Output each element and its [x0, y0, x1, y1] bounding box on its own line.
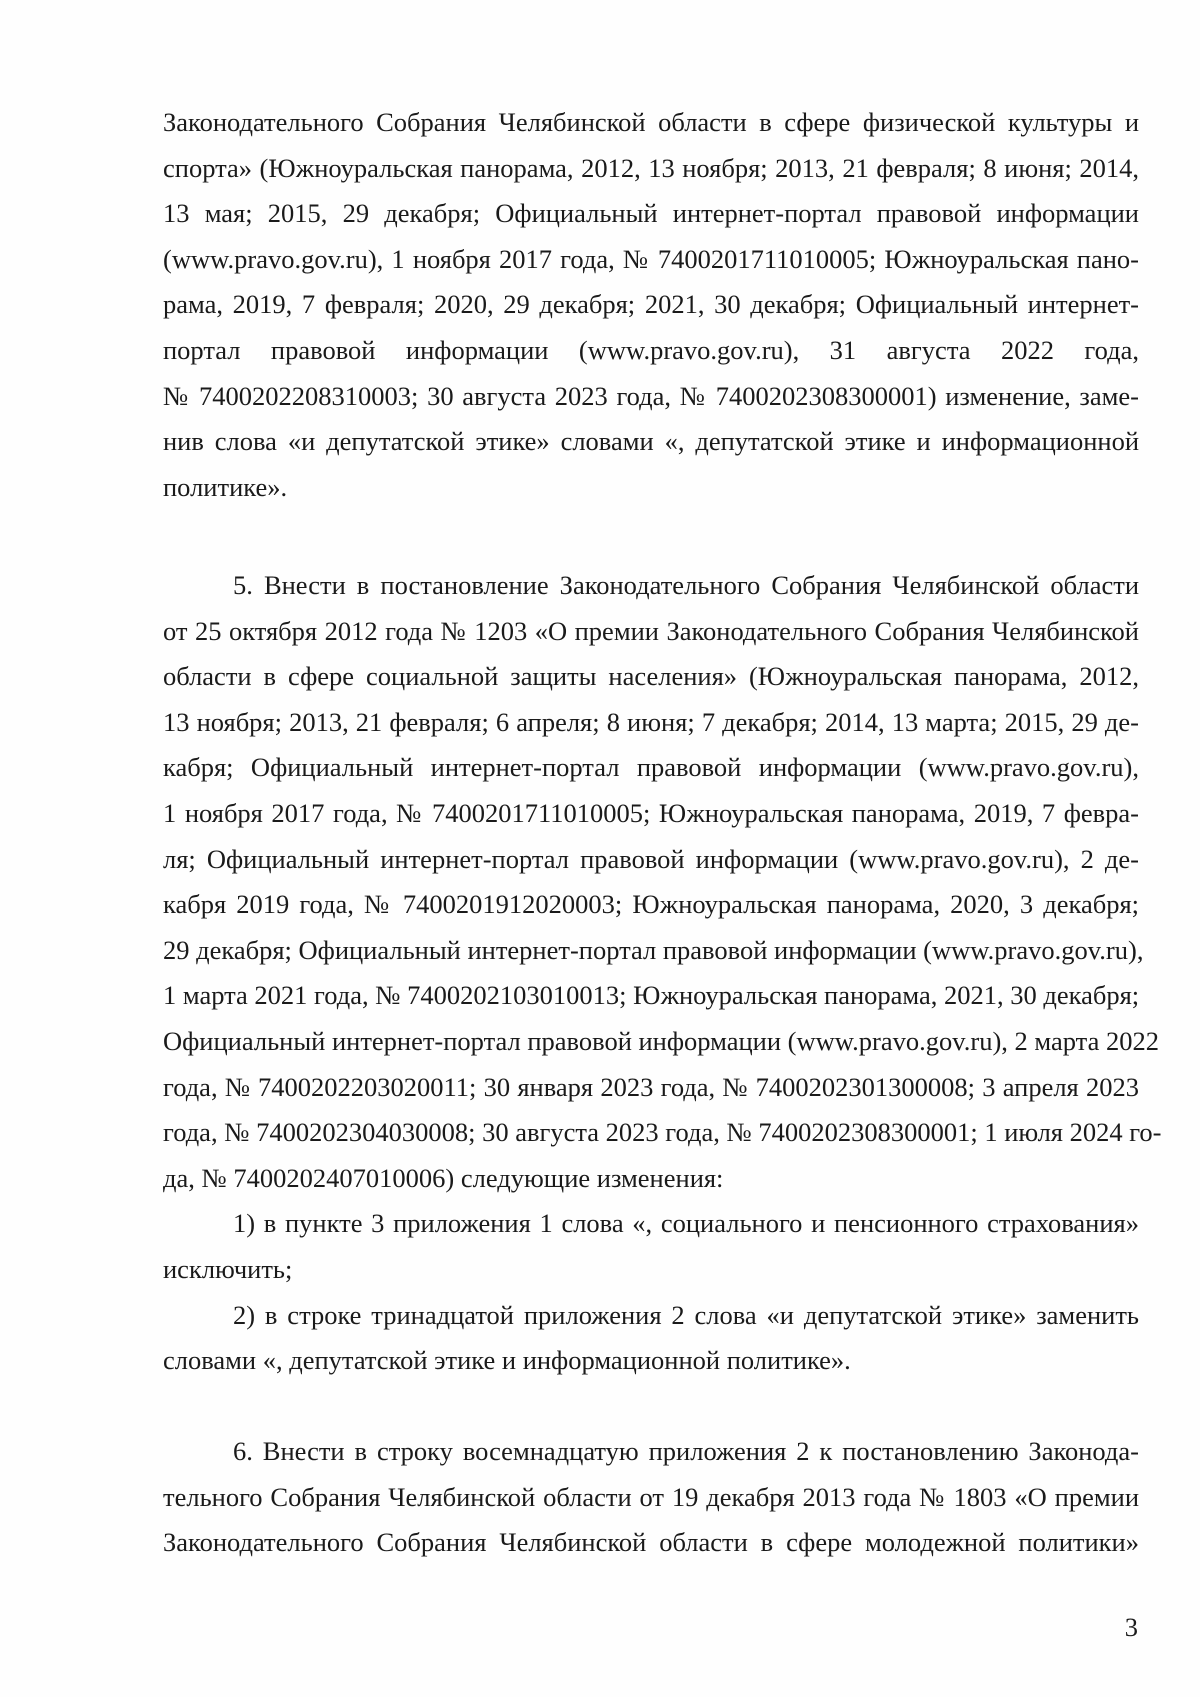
paragraph-continuation: [163, 100, 1139, 510]
text-line: № 7400202208310003; 30 августа 2023 года, № 7400202308300001) изменение, заме-: [163, 380, 1139, 411]
text-line: тельного Собрания Челябинской области от 19 декабря 2013 года № 1803 «О премии: [163, 1481, 1139, 1512]
text-line: от 25 октября 2012 года № 1203 «О премии Законодательного Собрания Челябинской: [163, 615, 1139, 646]
text-line: Законодательного Собрания Челябинской области в сфере молодежной политики»: [163, 1527, 1139, 1558]
list-item-1: 1) в пункте 3 приложения 1 слова «, социального и пенсионного страхования»: [233, 1208, 1139, 1239]
text-line: года, № 7400202304030008; 30 августа 2023 года, № 7400202308300001; 1 июля 2024 го-: [163, 1117, 1162, 1148]
text-line: исключить;: [163, 1253, 293, 1284]
text-line: Официальный интернет-портал правовой информации (www.pravo.gov.ru), 2 марта 2022: [163, 1025, 1159, 1056]
paragraph-6: [163, 1429, 1139, 1566]
text-line: года, № 7400202203020011; 30 января 2023 года, № 7400202301300008; 3 апреля 2023: [163, 1071, 1139, 1102]
text-line: да, № 7400202407010006) следующие изменения:: [163, 1162, 724, 1193]
text-line: словами «, депутатской этике и информационной политике».: [163, 1345, 851, 1376]
paragraph-5: [163, 563, 1162, 1384]
page-number: 3: [1124, 1612, 1138, 1642]
text-line: политике».: [163, 471, 288, 502]
text-line: 6. Внести в строку восемнадцатую приложения 2 к постановлению Законода-: [233, 1436, 1139, 1466]
text-line: ля; Официальный интернет-портал правовой информации (www.pravo.gov.ru), 2 де-: [163, 843, 1139, 874]
text-line: 1 марта 2021 года, № 7400202103010013; Южноуральская панорама, 2021, 30 декабря;: [163, 980, 1140, 1011]
text-line: 1 ноября 2017 года, № 7400201711010005; Южноуральская панорама, 2019, 7 февра-: [163, 797, 1139, 828]
text-line: (www.pravo.gov.ru), 1 ноября 2017 года, № 7400201711010005; Южноуральская пано-: [163, 243, 1139, 274]
text-line: спорта» (Южноуральская панорама, 2012, 13 ноября; 2013, 21 февраля; 8 июня; 2014,: [163, 152, 1139, 183]
text-line: 29 декабря; Официальный интернет-портал правовой информации (www.pravo.gov.ru),: [163, 934, 1144, 965]
text-line: области в сфере социальной защиты населения» (Южноуральская панорама, 2012,: [163, 661, 1139, 692]
text-line: рама, 2019, 7 февраля; 2020, 29 декабря; 2021, 30 декабря; Официальный интернет-: [163, 289, 1139, 320]
text-line: 13 мая; 2015, 29 декабря; Официальный интернет-портал правовой информации: [163, 198, 1139, 229]
text-line: портал правовой информации (www.pravo.gov.ru), 31 августа 2022 года,: [163, 334, 1139, 365]
text-line: нив слова «и депутатской этике» словами «, депутатской этике и информационной: [163, 426, 1139, 457]
list-item-2: 2) в строке тринадцатой приложения 2 слова «и депутатской этике» заменить: [233, 1299, 1139, 1330]
text-line: Законодательного Собрания Челябинской области в сфере физической культуры и: [163, 107, 1139, 137]
text-line: кабря; Официальный интернет-портал правовой информации (www.pravo.gov.ru),: [163, 752, 1139, 783]
text-line: кабря 2019 года, № 7400201912020003; Южноуральская панорама, 2020, 3 декабря;: [163, 889, 1139, 920]
text-line: 13 ноября; 2013, 21 февраля; 6 апреля; 8 июня; 7 декабря; 2014, 13 марта; 2015, 29 де-: [163, 706, 1139, 737]
text-line: 5. Внести в постановление Законодательного Собрания Челябинской области: [233, 570, 1139, 600]
